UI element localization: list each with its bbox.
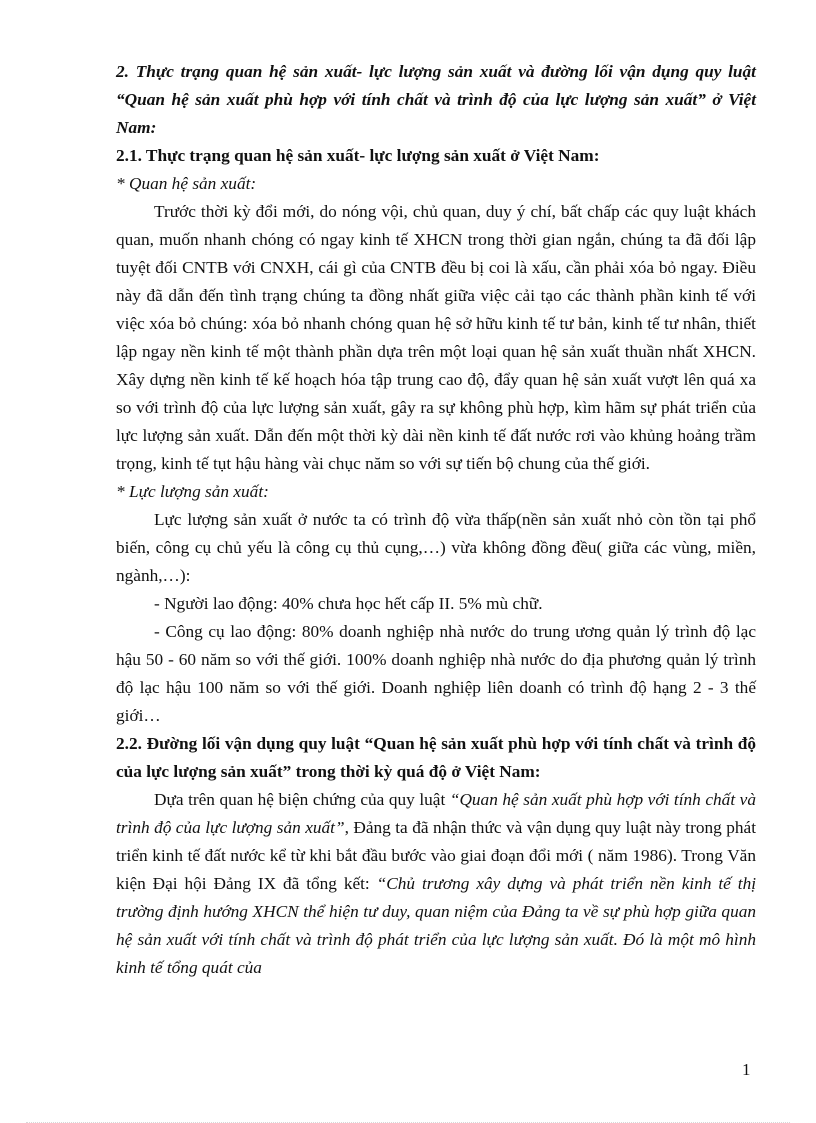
section-heading-2-1: 2.1. Thực trạng quan hệ sản xuất- lực lượng sản xuất ở Việt Nam: [116, 146, 600, 165]
paragraph-luc-luong-san-xuat: Lực lượng sản xuất ở nước ta có trình độ vừa thấp(nền sản xuất nhỏ còn tồn tại phổ biến, công cụ chủ yếu là công cụ thủ cụng,…) vừa không đồng đều( giữa các vùng, miền, ngành,…): [116, 510, 756, 585]
subheading-quan-he-san-xuat: * Quan hệ sản xuất: [116, 174, 257, 193]
quoted-document: “Chủ trương xây dựng và phát triển nền kinh tế thị trường định hướng XHCN thể hiện tư duy, quan niệm của Đảng ta về sự phù hợp giữa quan hệ sản xuất với tính chất và trình độ phát triển của lực lượng sản xuất. Đó là một mô hình kinh tế tổng quát của [116, 874, 757, 977]
paragraph-text: Dựa trên quan hệ biện chứng của quy luật [154, 790, 450, 809]
bullet-cong-cu-lao-dong: - Công cụ lao động: 80% doanh nghiệp nhà nước do trung ương quản lý trình độ lạc hậu 50 - 60 năm so với thế giới. 100% doanh nghiệp nhà nước do địa phương quản lý trình độ lạc hậu 100 năm so với thế giới. Doanh nghiệp liên doanh có trình độ hạng 2 - 3 thế giới… [116, 622, 756, 725]
paragraph-text: , Đảng ta đã nhận thức và vận dụng quy luật này trong phát triển kinh tế đất nước kể từ khi bắt đầu bước vào giai đoạn đổi mới ( năm 1986). Trong Văn kiện Đại hội Đảng IX đã tổng kết: [116, 818, 756, 893]
section-heading-2-2: 2.2. Đường lối vận dụng quy luật “Quan hệ sản xuất phù hợp với tính chất và trình độ của lực lượng sản xuất” trong thời kỳ quá độ ở Việt Nam: [116, 734, 756, 781]
quoted-law: “Quan hệ sản xuất phù hợp với tính chất và trình độ của lực lượng sản xuất” [116, 790, 756, 837]
paragraph-quan-he-san-xuat: Trước thời kỳ đổi mới, do nóng vội, chủ quan, duy ý chí, bất chấp các quy luật khách quan, muốn nhanh chóng có ngay kinh tế XHCN trong thời gian ngắn, chúng ta đã đối lập tuyệt đối CNTB với CNXH, cái gì của CNTB đều bị coi là xấu, cần phải xóa bỏ ngay. Điều này đã dẫn đến tình trạng chúng ta đồng nhất giữa việc cải tạo các thành phần kinh tế với việc xóa bỏ chúng: xóa bỏ nhanh chóng quan hệ sở hữu kinh tế tư bản, kinh tế tư nhân, thiết lập ngay nền kinh tế một thành phần dựa trên một loại quan hệ sản xuất thuần nhất XHCN. Xây dựng nền kinh tế kế hoạch hóa tập trung cao độ, đẩy quan hệ sản xuất vượt lên quá xa so với trình độ của lực lượng sản xuất, gây ra sự không phù hợp, kìm hãm sự phát triển của lực lượng sản xuất. Dẫn đến một thời kỳ dài nền kinh tế đất nước rơi vào khủng hoảng trầm trọng, kinh tế tụt hậu hàng vài chục năm so với sự tiến bộ chung của thế giới. [116, 202, 756, 473]
document-page [116, 58, 756, 982]
paragraph-duong-loi [116, 786, 756, 982]
subheading-luc-luong-san-xuat: * Lực lượng sản xuất: [116, 482, 269, 501]
page-number: 1 [742, 1060, 751, 1079]
section-heading-2: 2. Thực trạng quan hệ sản xuất- lực lượng sản xuất và đường lối vận dụng quy luật “Quan hệ sản xuất phù hợp với tính chất và trình độ của lực lượng sản xuất” ở Việt Nam: [116, 62, 756, 137]
bullet-nguoi-lao-dong: - Người lao động: 40% chưa học hết cấp II. 5% mù chữ. [154, 594, 543, 613]
